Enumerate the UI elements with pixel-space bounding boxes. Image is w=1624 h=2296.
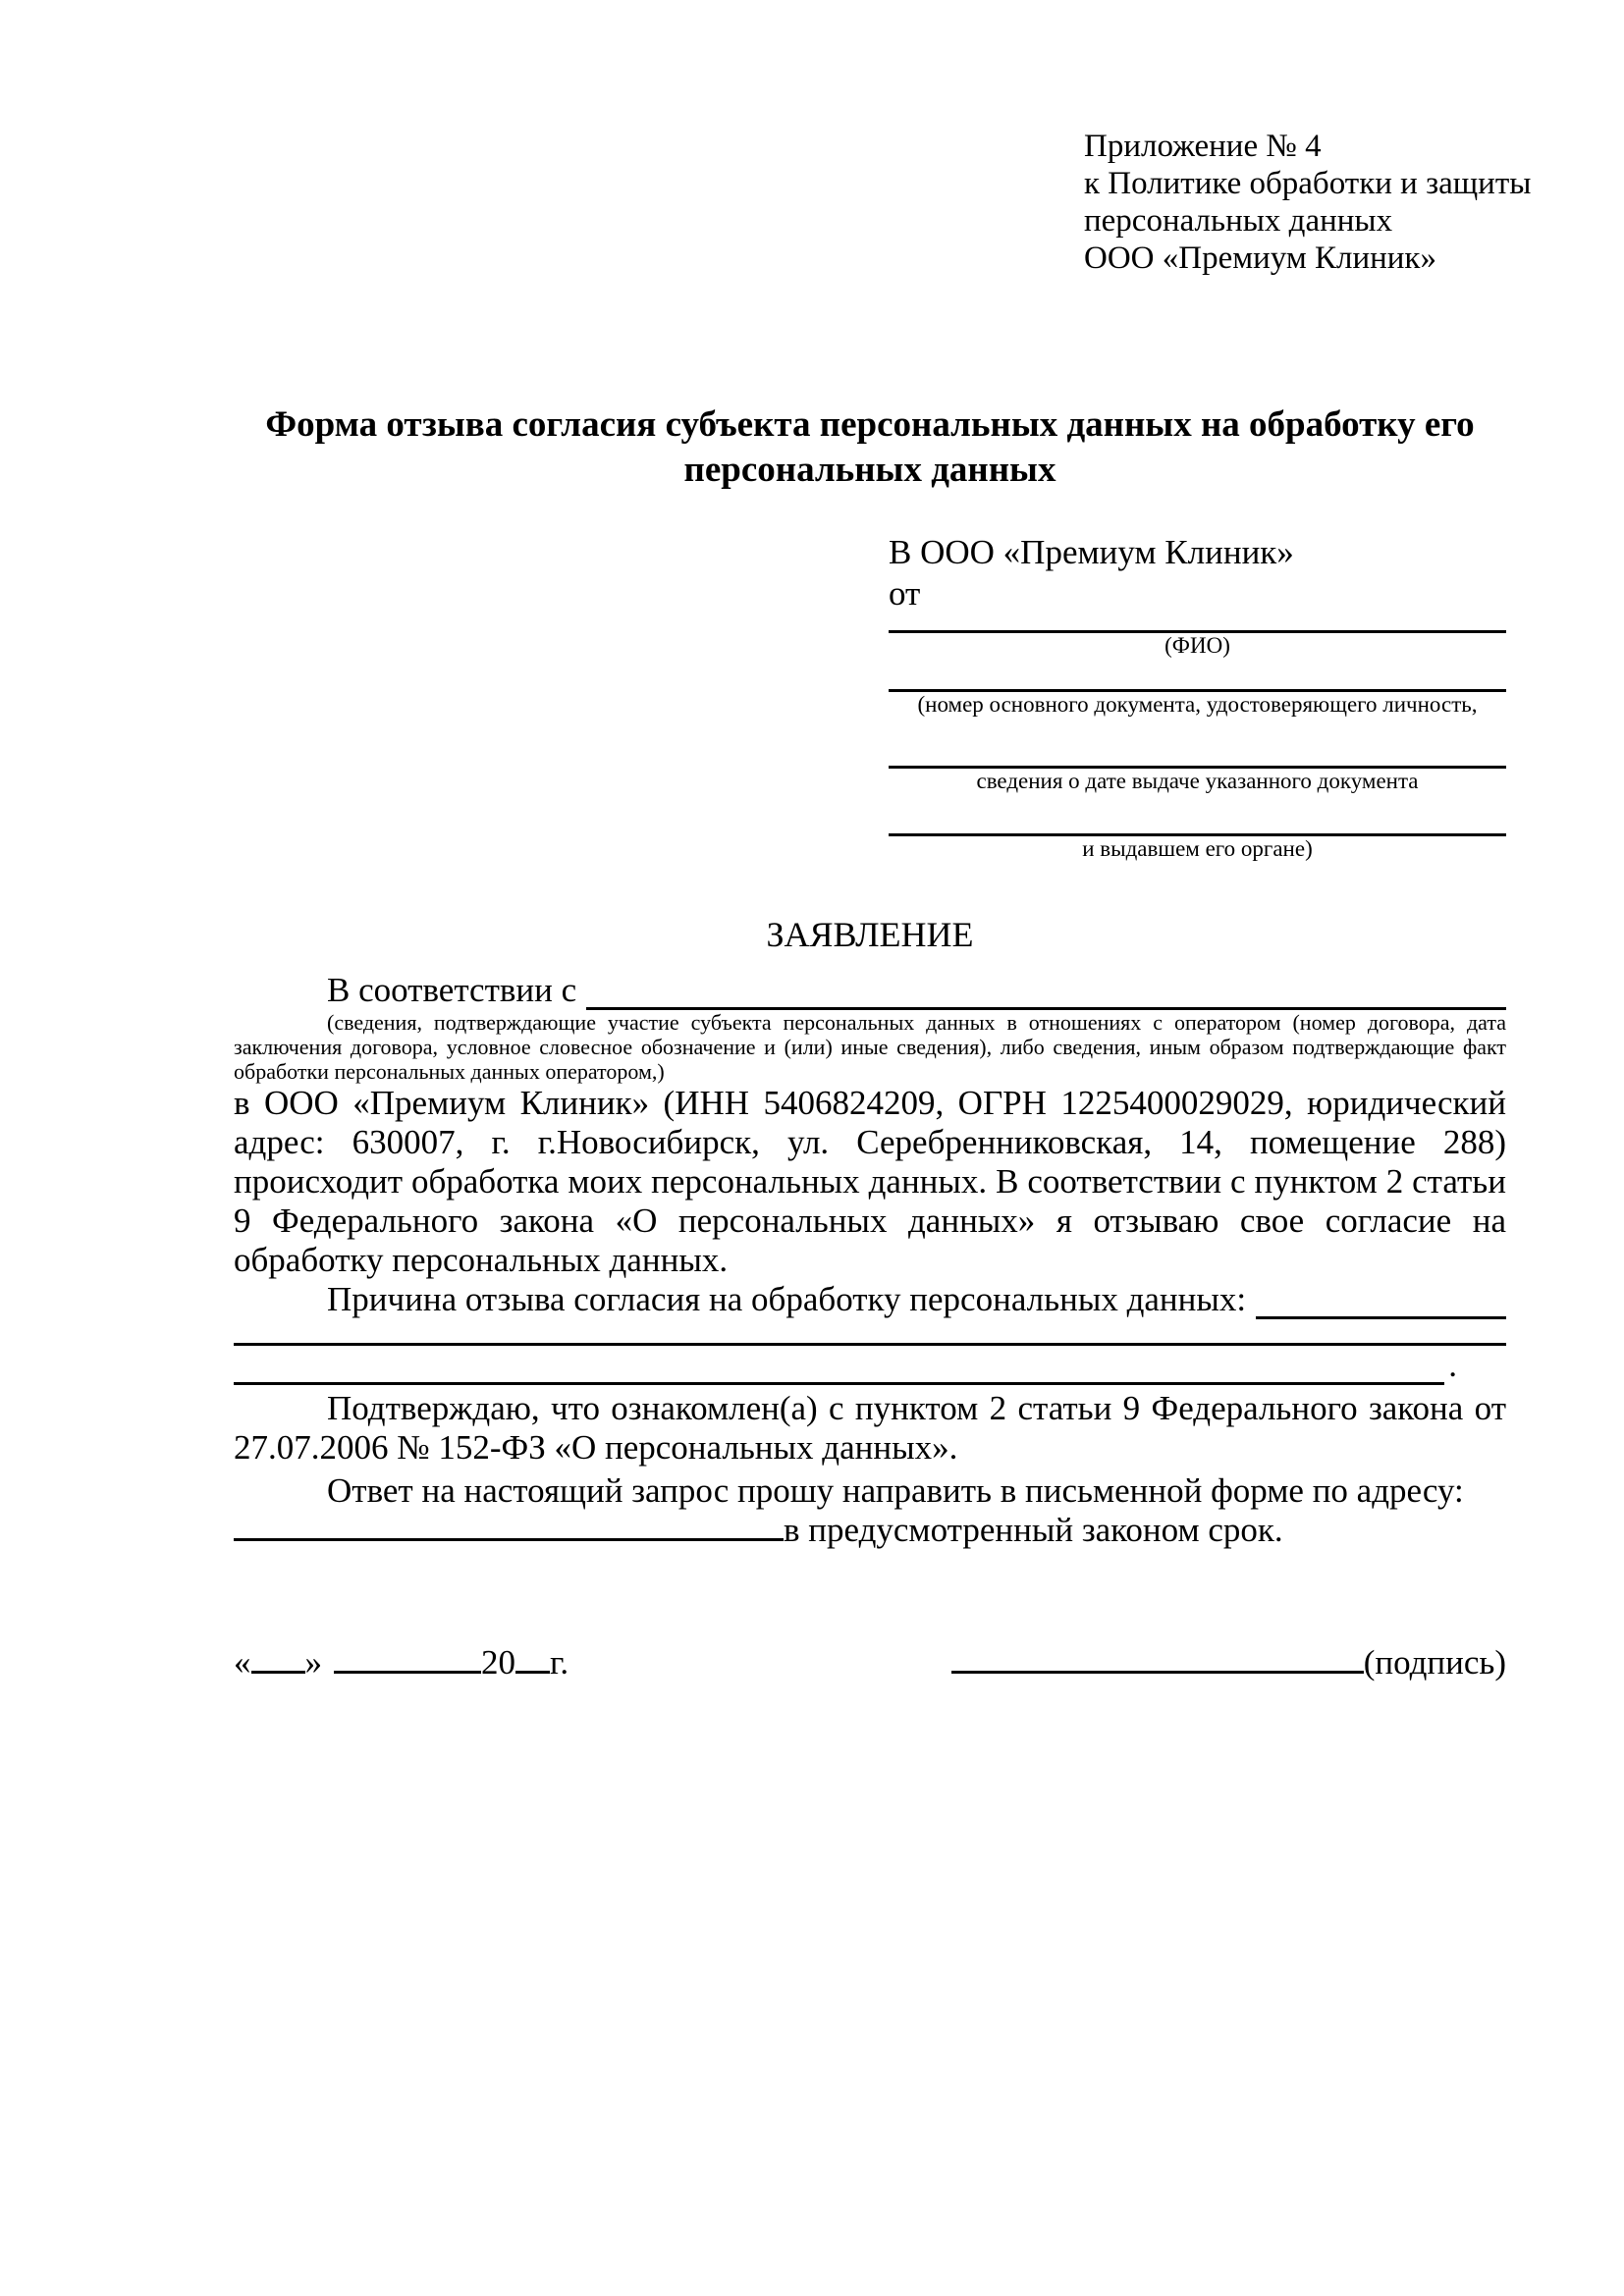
- reply-request-paragraph: Ответ на настоящий запрос прошу направить в письменной форме по адресу:: [327, 1471, 1464, 1510]
- date-day-input-line[interactable]: [251, 1671, 305, 1674]
- reason-input-line-3[interactable]: [234, 1347, 1444, 1385]
- document-number-input-line[interactable]: [889, 659, 1506, 692]
- fio-caption: (ФИО): [1164, 633, 1230, 658]
- reply-address-row: [234, 1511, 1506, 1550]
- date-open-quote: «: [234, 1643, 251, 1682]
- document-issue-date-input-line[interactable]: [889, 718, 1506, 769]
- reason-row: [234, 1280, 1506, 1319]
- appendix-line: к Политике обработки и защиты: [1084, 166, 1532, 201]
- basis-input-line[interactable]: [586, 974, 1506, 1010]
- date-close-quote: »: [304, 1643, 322, 1682]
- reply-address-input-line[interactable]: [234, 1538, 784, 1541]
- statement-heading: ЗАЯВЛЕНИЕ: [766, 915, 974, 954]
- reply-suffix: в предусмотренный законом срок.: [784, 1511, 1283, 1549]
- signature-caption: (подпись): [1363, 1643, 1506, 1682]
- date-month-input-line[interactable]: [334, 1671, 481, 1674]
- appendix-header: [1084, 128, 1532, 277]
- signature-field-group: [951, 1643, 1506, 1682]
- date-year-suffix: г.: [550, 1643, 569, 1682]
- reason-end-period: .: [1448, 1346, 1457, 1384]
- statement-body: в ООО «Премиум Клиник» (ИНН 5406824209, ОГРН 1225400029029, юридический адрес: 630007, г. г.Новосибирск, ул. Серебренниковская, 14, помещение 288) происходит обработка моих персональных данных. В соответствии с пунктом 2 статьи 9 Федерального закона «О персональных данных» я отзываю свое согласие на обработку персональных данных.: [234, 1084, 1506, 1279]
- fio-input-line[interactable]: [889, 614, 1506, 633]
- date-year-prefix: 20: [481, 1643, 515, 1682]
- basis-label: В соответствии с: [327, 971, 577, 1009]
- date-year-input-line[interactable]: [515, 1671, 550, 1674]
- signature-row: [234, 1643, 1506, 1682]
- document-issue-date-caption: сведения о дате выдаче указанного документа: [976, 769, 1419, 793]
- reason-input-line-2[interactable]: [234, 1319, 1506, 1346]
- signature-input-line[interactable]: [951, 1671, 1364, 1674]
- reason-row-3: [234, 1346, 1506, 1385]
- reason-input-line[interactable]: [1256, 1283, 1506, 1319]
- document-number-caption: (номер основного документа, удостоверяющего личность,: [917, 692, 1478, 717]
- document-issuer-input-line[interactable]: [889, 794, 1506, 836]
- confirmation-paragraph: Подтверждаю, что ознакомлен(а) с пунктом 2 статьи 9 Федерального закона от 27.07.2006 № 152-ФЗ «О персональных данных».: [234, 1389, 1506, 1467]
- document-title: Форма отзыва согласия субъекта персональных данных на обработку его персональных данных: [265, 404, 1475, 490]
- basis-explanation-note: (сведения, подтверждающие участие субъекта персональных данных в отношениях с оператором (номер договора, дата заключения договора, условное словесное обозначение и (или) иные сведения), либо сведения, иным образом подтверждающие факт обработки персональных данных оператором,): [234, 1010, 1506, 1084]
- addressee-organization: В ООО «Премиум Клиник»: [889, 533, 1294, 571]
- appendix-line: ООО «Премиум Клиник»: [1084, 240, 1436, 276]
- reason-label: Причина отзыва согласия на обработку персональных данных:: [327, 1280, 1247, 1318]
- document-issuer-caption: и выдавшем его органе): [1082, 836, 1313, 861]
- date-field-group: [234, 1643, 568, 1682]
- appendix-line: персональных данных: [1084, 203, 1393, 239]
- appendix-line: Приложение № 4: [1084, 129, 1322, 164]
- addressee-block: [889, 532, 1506, 862]
- basis-row: [234, 971, 1506, 1010]
- document-content: [234, 128, 1532, 1682]
- addressee-from-label: от: [889, 574, 921, 613]
